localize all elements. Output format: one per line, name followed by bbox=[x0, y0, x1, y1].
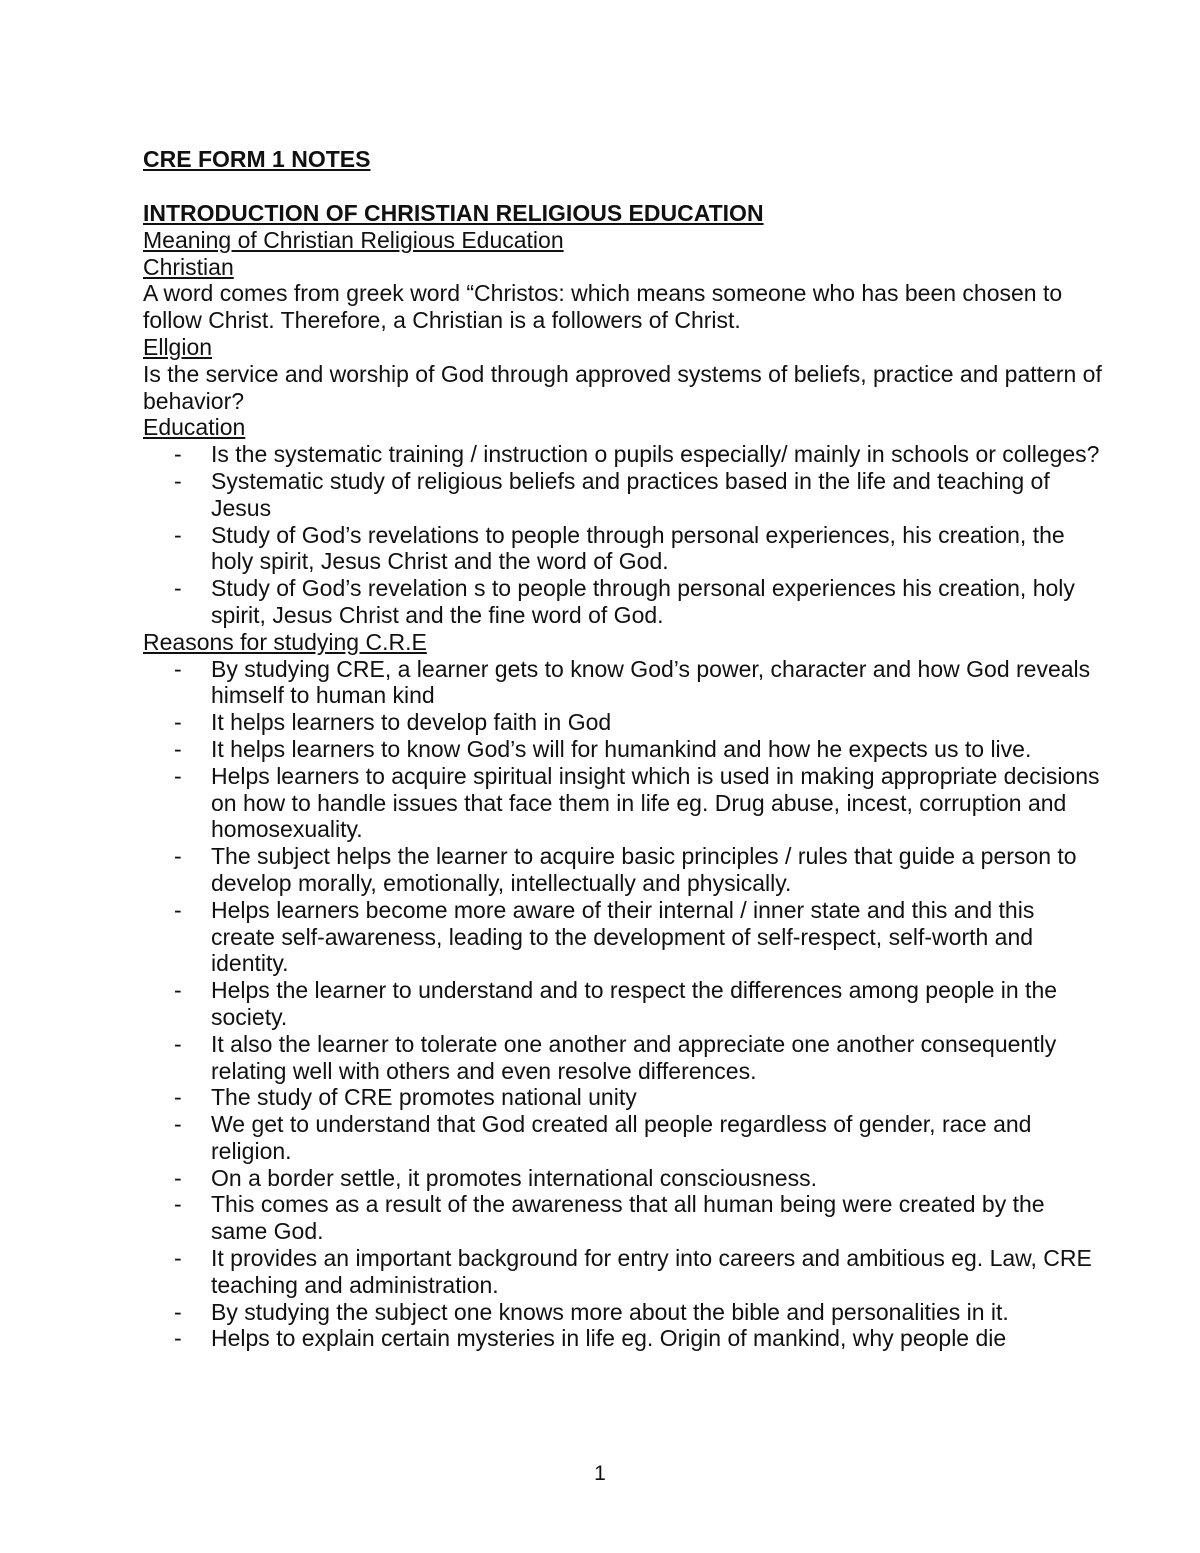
list-item: - It provides an important background for entry into careers and ambitious eg. Law, CRE teaching and administration. bbox=[143, 1245, 1103, 1299]
list-item: - It helps learners to know God’s will for humankind and how he expects us to live. bbox=[143, 736, 1103, 763]
list-item: - Systematic study of religious beliefs and practices based in the life and teaching of Jesus bbox=[143, 468, 1103, 522]
list-item: - The study of CRE promotes national unity bbox=[143, 1084, 1103, 1111]
section-title: INTRODUCTION OF CHRISTIAN RELIGIOUS EDUCATION bbox=[143, 200, 764, 226]
religion-heading: Ellgion bbox=[143, 333, 213, 360]
list-item: - Helps to explain certain mysteries in life eg. Origin of mankind, why people die bbox=[143, 1325, 1103, 1352]
education-heading: Education bbox=[143, 414, 246, 441]
list-item: - Is the systematic training / instruction o pupils especially/ mainly in schools or colleges? bbox=[143, 441, 1103, 468]
list-item: - This comes as a result of the awareness that all human being were created by the same God. bbox=[143, 1191, 1103, 1245]
list-item: - It also the learner to tolerate one another and appreciate one another consequently relating well with others and even resolve differences. bbox=[143, 1031, 1103, 1085]
religion-definition: Is the service and worship of God through approved systems of beliefs, practice and pattern of behavior? bbox=[143, 360, 1102, 414]
list-item: - By studying CRE, a learner gets to know God’s power, character and how God reveals himself to human kind bbox=[143, 656, 1103, 710]
list-item: - By studying the subject one knows more about the bible and personalities in it. bbox=[143, 1299, 1103, 1326]
reasons-heading: Reasons for studying C.R.E bbox=[143, 628, 427, 655]
list-item: - It helps learners to develop faith in God bbox=[143, 709, 1103, 736]
christian-definition: A word comes from greek word “Christos: which means someone who has been chosen to follow Christ. Therefore, a Christian is a followers of Christ. bbox=[143, 280, 1063, 334]
list-item: - On a border settle, it promotes international consciousness. bbox=[143, 1165, 1103, 1192]
list-item: - Helps learners to acquire spiritual insight which is used in making appropriate decisions on how to handle issues that face them in life eg. Drug abuse, incest, corruption and homosexuality. bbox=[143, 763, 1103, 843]
meaning-heading: Meaning of Christian Religious Education bbox=[143, 226, 564, 253]
page-number: 1 bbox=[594, 1462, 606, 1485]
reasons-list bbox=[143, 656, 1103, 1353]
page-content bbox=[143, 146, 1103, 1352]
christian-heading: Christian bbox=[143, 253, 234, 280]
document-title: CRE FORM 1 NOTES bbox=[143, 146, 371, 172]
list-item: - Study of God’s revelation s to people through personal experiences his creation, holy spirit, Jesus Christ and the fine word of God. bbox=[143, 575, 1103, 629]
list-item: - Helps learners become more aware of their internal / inner state and this and this create self-awareness, leading to the development of self-respect, self-worth and identity. bbox=[143, 897, 1103, 977]
list-item: - We get to understand that God created all people regardless of gender, race and religion. bbox=[143, 1111, 1103, 1165]
list-item: - The subject helps the learner to acquire basic principles / rules that guide a person to develop morally, emotionally, intellectually and physically. bbox=[143, 843, 1103, 897]
education-list bbox=[143, 441, 1103, 629]
list-item: - Helps the learner to understand and to respect the differences among people in the society. bbox=[143, 977, 1103, 1031]
list-item: - Study of God’s revelations to people through personal experiences, his creation, the holy spirit, Jesus Christ and the word of God. bbox=[143, 522, 1103, 576]
